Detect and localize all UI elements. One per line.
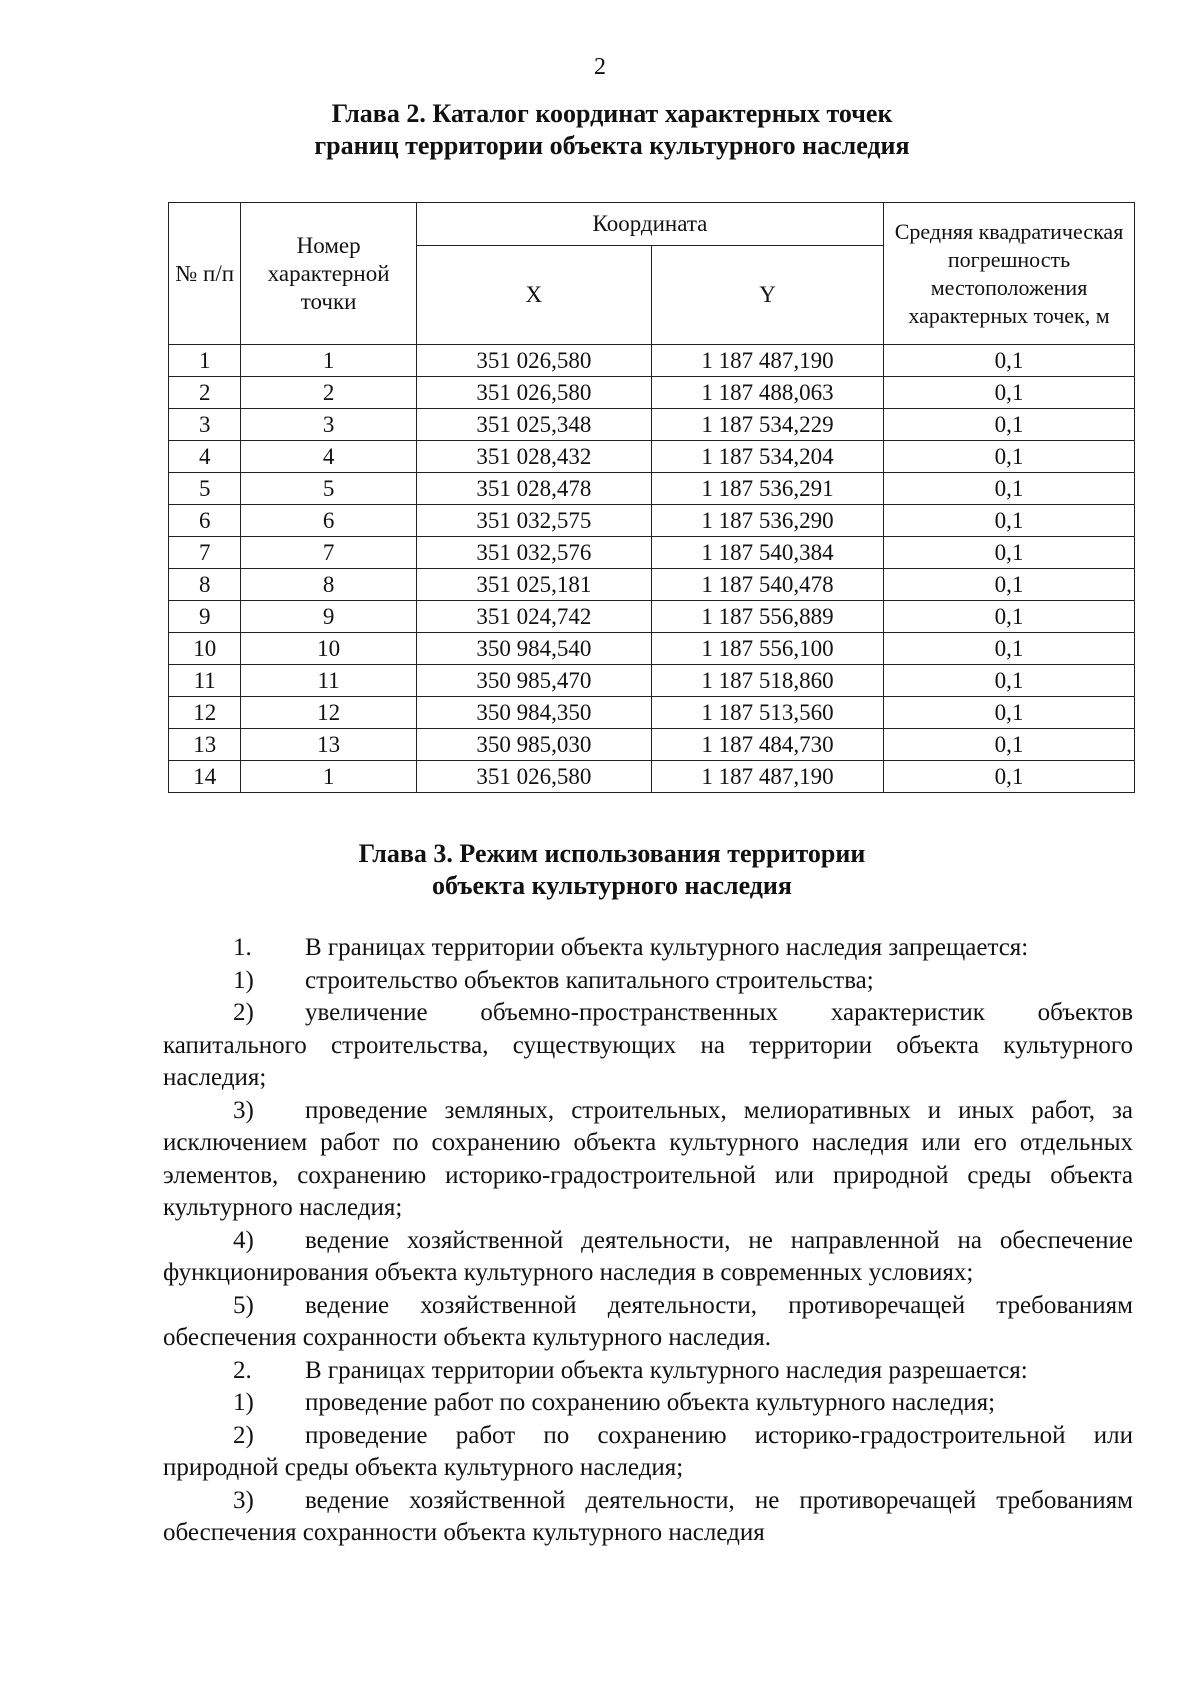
cell-point: 6 [241, 505, 416, 537]
header-y: Y [651, 246, 883, 345]
list-item [163, 1485, 1133, 1550]
list-item [163, 1095, 1133, 1225]
table-row [169, 761, 1135, 793]
cell-x: 351 032,575 [416, 505, 651, 537]
cell-error: 0,1 [884, 441, 1135, 473]
list-item [163, 1225, 1133, 1290]
cell-x: 351 026,580 [416, 761, 651, 793]
list-item-number: 5) [233, 1291, 254, 1319]
table-row [169, 377, 1135, 409]
cell-point: 12 [241, 697, 416, 729]
table-row [169, 409, 1135, 441]
list-item [163, 965, 1133, 998]
list-item-text: В границах территории объекта культурного наследия запрещается: [305, 934, 1029, 961]
cell-x: 350 984,350 [416, 697, 651, 729]
cell-point: 1 [241, 345, 416, 377]
cell-num: 14 [169, 761, 241, 793]
cell-point: 1 [241, 761, 416, 793]
cell-num: 12 [169, 697, 241, 729]
list-item-number: 2. [233, 1356, 252, 1384]
cell-point: 2 [241, 377, 416, 409]
list-item-number: 1) [233, 966, 254, 994]
header-point: Номер характерной точки [241, 203, 416, 345]
cell-error: 0,1 [884, 377, 1135, 409]
cell-x: 351 032,576 [416, 537, 651, 569]
header-coordinate: Координата [416, 203, 883, 246]
chapter-3-body [163, 932, 1133, 1550]
list-item-text: В границах территории объекта культурного наследия разрешается: [305, 1356, 1028, 1384]
cell-x: 351 026,580 [416, 345, 651, 377]
cell-error: 0,1 [884, 569, 1135, 601]
cell-error: 0,1 [884, 697, 1135, 729]
cell-point: 11 [241, 665, 416, 697]
list-item-text: проведение работ по сохранению объекта культурного наследия; [305, 1389, 996, 1416]
list-item-number: 2) [233, 999, 254, 1026]
cell-y: 1 187 556,100 [651, 633, 883, 665]
list-item-number: 1. [233, 934, 252, 961]
list-item-text: увеличение объемно-пространственных характеристик объектов капитального строительства, существующих на территории объекта культурного наследия; [163, 999, 1133, 1091]
table-row [169, 697, 1135, 729]
chapter-2-title-line-1: Глава 2. Каталог координат характерных точек [331, 99, 893, 128]
cell-error: 0,1 [884, 665, 1135, 697]
list-item-number: 1) [233, 1389, 254, 1416]
table-row [169, 345, 1135, 377]
cell-y: 1 187 488,063 [651, 377, 883, 409]
cell-num: 6 [169, 505, 241, 537]
cell-y: 1 187 536,290 [651, 505, 883, 537]
list-item [163, 932, 1133, 965]
cell-error: 0,1 [884, 761, 1135, 793]
list-item-text: ведение хозяйственной деятельности, не противоречащей требованиям обеспечения сохранности объекта культурного наследия [163, 1486, 1133, 1546]
list-item-text: ведение хозяйственной деятельности, не направленной на обеспечение функционирования объекта культурного наследия в современных условиях; [163, 1226, 1133, 1286]
cell-point: 8 [241, 569, 416, 601]
cell-error: 0,1 [884, 345, 1135, 377]
chapter-3-title [12, 838, 1200, 902]
list-item [163, 997, 1133, 1095]
cell-num: 7 [169, 537, 241, 569]
list-item-number: 3) [233, 1096, 254, 1124]
chapter-2-title-line-2: границ территории объекта культурного наследия [314, 131, 910, 160]
table-row [169, 633, 1135, 665]
cell-x: 351 025,348 [416, 409, 651, 441]
cell-y: 1 187 540,478 [651, 569, 883, 601]
list-item [163, 1355, 1133, 1388]
list-item-text: проведение работ по сохранению историко-градостроительной или природной среды объекта культурного наследия; [163, 1421, 1133, 1481]
table-row [169, 441, 1135, 473]
cell-num: 4 [169, 441, 241, 473]
cell-x: 351 024,742 [416, 601, 651, 633]
cell-y: 1 187 487,190 [651, 345, 883, 377]
cell-x: 351 025,181 [416, 569, 651, 601]
list-item [163, 1387, 1133, 1420]
page-number: 2 [594, 54, 606, 80]
cell-error: 0,1 [884, 473, 1135, 505]
cell-point: 5 [241, 473, 416, 505]
cell-num: 11 [169, 665, 241, 697]
list-item-text: ведение хозяйственной деятельности, противоречащей требованиям обеспечения сохранности объекта культурного наследия. [163, 1291, 1133, 1351]
cell-error: 0,1 [884, 729, 1135, 761]
cell-y: 1 187 518,860 [651, 665, 883, 697]
cell-point: 3 [241, 409, 416, 441]
chapter-2-title [12, 98, 1200, 162]
table-row [169, 569, 1135, 601]
cell-x: 350 985,470 [416, 665, 651, 697]
cell-y: 1 187 534,229 [651, 409, 883, 441]
table-row [169, 665, 1135, 697]
list-item [163, 1420, 1133, 1485]
cell-point: 10 [241, 633, 416, 665]
cell-x: 351 028,478 [416, 473, 651, 505]
table-row [169, 505, 1135, 537]
coordinates-table-body [169, 345, 1135, 793]
header-error: Средняя квадратическая погрешность местоположения характерных точек, м [884, 203, 1135, 345]
cell-y: 1 187 534,204 [651, 441, 883, 473]
cell-error: 0,1 [884, 601, 1135, 633]
table-row [169, 601, 1135, 633]
cell-error: 0,1 [884, 505, 1135, 537]
cell-y: 1 187 484,730 [651, 729, 883, 761]
list-item-number: 4) [233, 1226, 254, 1254]
header-num: № п/п [169, 203, 241, 345]
cell-y: 1 187 487,190 [651, 761, 883, 793]
cell-point: 13 [241, 729, 416, 761]
cell-point: 4 [241, 441, 416, 473]
cell-y: 1 187 556,889 [651, 601, 883, 633]
cell-error: 0,1 [884, 633, 1135, 665]
chapter-3-title-line-2: объекта культурного наследия [432, 871, 792, 900]
header-x: X [416, 246, 651, 345]
cell-x: 351 026,580 [416, 377, 651, 409]
list-item-number: 2) [233, 1421, 254, 1449]
cell-num: 5 [169, 473, 241, 505]
table-row [169, 537, 1135, 569]
cell-num: 3 [169, 409, 241, 441]
table-row [169, 473, 1135, 505]
list-item [163, 1290, 1133, 1355]
cell-x: 350 984,540 [416, 633, 651, 665]
cell-x: 350 985,030 [416, 729, 651, 761]
cell-num: 9 [169, 601, 241, 633]
cell-y: 1 187 536,291 [651, 473, 883, 505]
cell-error: 0,1 [884, 537, 1135, 569]
cell-point: 9 [241, 601, 416, 633]
list-item-text: проведение земляных, строительных, мелиоративных и иных работ, за исключением работ по сохранению объекта культурного наследия или его отдельных элементов, сохранению историко-градостроительной или природной среды объекта культурного наследия; [163, 1096, 1133, 1221]
cell-num: 13 [169, 729, 241, 761]
cell-x: 351 028,432 [416, 441, 651, 473]
cell-error: 0,1 [884, 409, 1135, 441]
coordinates-table [168, 202, 1135, 793]
cell-num: 8 [169, 569, 241, 601]
list-item-number: 3) [233, 1486, 254, 1514]
list-item-text: строительство объектов капитального строительства; [305, 966, 874, 994]
cell-y: 1 187 513,560 [651, 697, 883, 729]
table-row [169, 729, 1135, 761]
cell-num: 2 [169, 377, 241, 409]
chapter-3-title-line-1: Глава 3. Режим использования территории [358, 839, 866, 868]
cell-num: 10 [169, 633, 241, 665]
cell-y: 1 187 540,384 [651, 537, 883, 569]
cell-point: 7 [241, 537, 416, 569]
cell-num: 1 [169, 345, 241, 377]
